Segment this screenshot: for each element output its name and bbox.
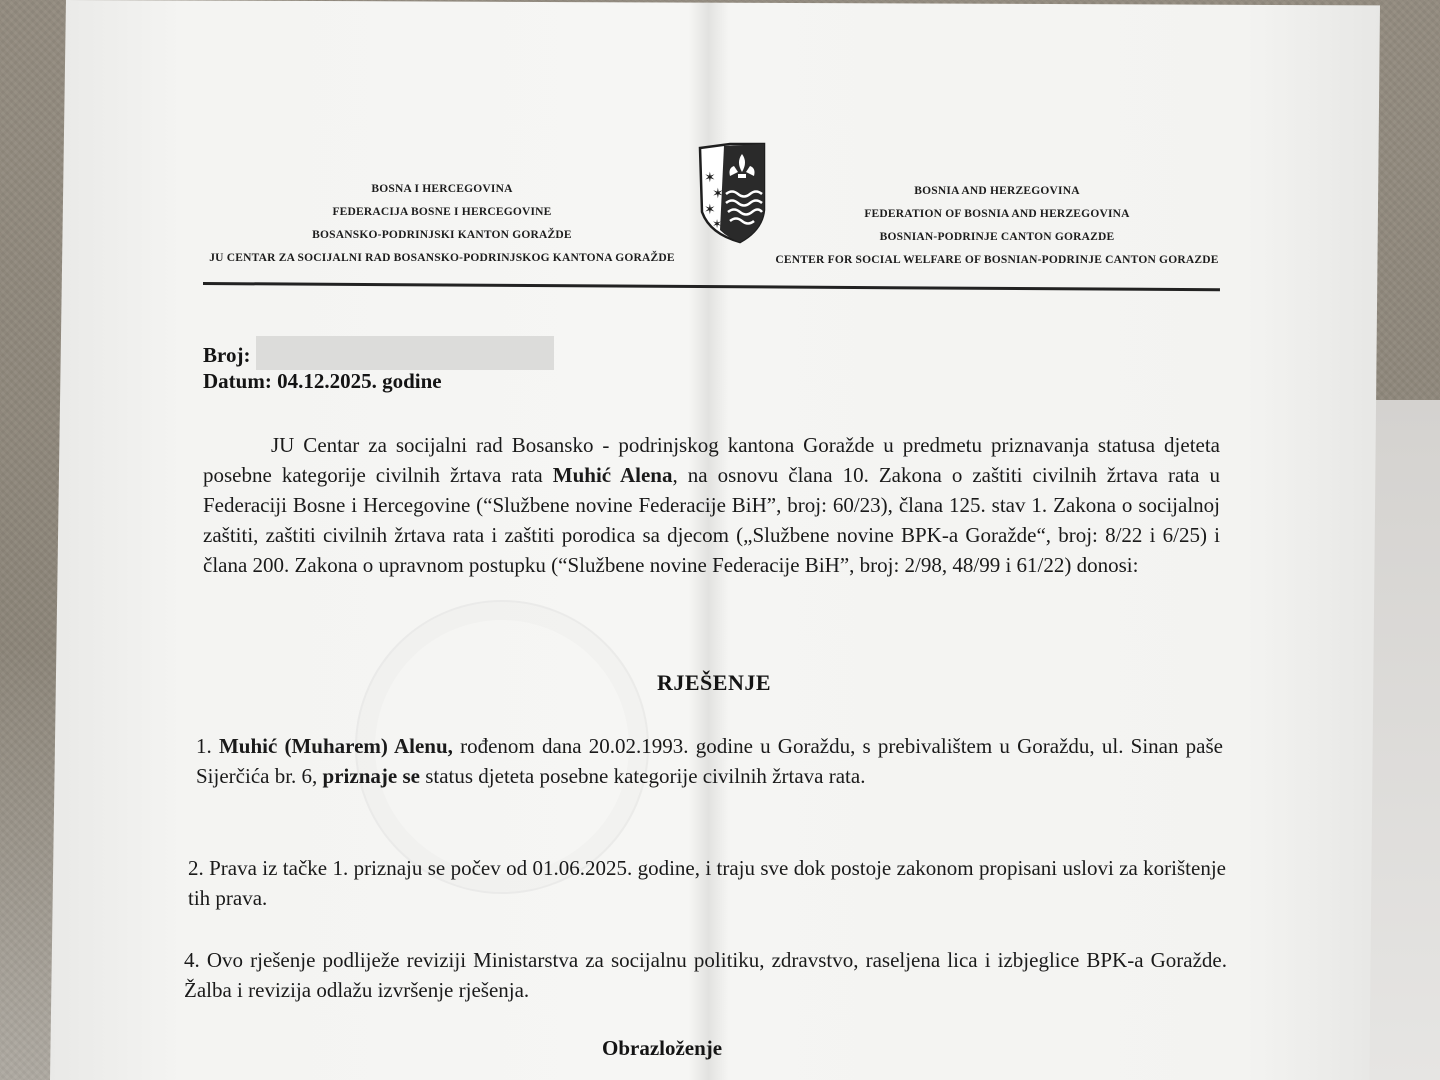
svg-text:✶: ✶ (712, 186, 724, 202)
header-right-line: FEDERATION OF BOSNIA AND HERZEGOVINA (864, 208, 1130, 220)
decision-item-2: 2. Prava iz tačke 1. priznaju se počev od 01.06.2025. godine, i traju sve dok postoje zakonom propisani uslovi za korištenje tih prava. (188, 856, 1226, 910)
header-left-line: FEDERACIJA BOSNE I HERCEGOVINE (332, 206, 552, 218)
svg-text:✶: ✶ (704, 170, 716, 186)
header-right-line: BOSNIAN-PODRINJE CANTON GORAZDE (879, 231, 1115, 243)
intro-name: Muhić Alena (552, 463, 673, 487)
item1-bold: priznaje se (322, 764, 420, 788)
header-left-line: JU CENTAR ZA SOCIJALNI RAD BOSANSKO-PODRINJSKOG KANTONA GORAŽDE (209, 252, 675, 264)
svg-text:✶: ✶ (712, 217, 723, 231)
datum-value: 04.12.2025. godine (277, 369, 442, 393)
item1-name: Muhić (Muharem) Alenu, (218, 734, 453, 758)
item1-text-cont: status djeteta posebne kategorije civilnih žrtava rata. (419, 764, 866, 788)
header-left-line: BOSNA I HERCEGOVINA (371, 183, 513, 195)
rjesenje-label: RJEŠENJE (656, 670, 772, 695)
intro-paragraph (203, 430, 1220, 580)
header-right-line: BOSNIA AND HERZEGOVINA (914, 185, 1080, 197)
datum-label: Datum: (203, 369, 272, 393)
redacted-number (256, 336, 554, 370)
header-left (202, 178, 682, 270)
decision-item-1 (196, 731, 1223, 791)
item1-number: 1. (196, 734, 212, 758)
document-date (203, 369, 442, 394)
item1-text: rođenom dana 20.02.1993. godine u Goraždu, s prebivalištem u Goraždu, ul. Sinan paše Sijerčića br. 6, (196, 734, 1223, 788)
broj-label: Broj: (203, 342, 251, 367)
header-right-line: CENTER FOR SOCIAL WELFARE OF BOSNIAN-PODRINJE CANTON GORAZDE (775, 254, 1219, 266)
section-title-obrazlozenje: Obrazloženje (602, 1036, 723, 1060)
intro-text-cont: , na osnovu člana 10. Zakona o zaštiti civilnih žrtava rata u Federaciji Bosne i Hercegovine (“Službene novine Federacije BiH”, broj: 60/23), člana 125. stav 1. Zakona o socijalnoj zaštiti, zaštiti civilnih žrtava rata i zaštiti porodica sa djecom („Službene novine BPK-a Goražde“, broj: 8/22 i 6/25) i člana 200. Zakona o upravnom postupku (“Službene novine Federacije BiH”, broj: 2/98, 48/99 i 61/22) donosi: (203, 463, 1220, 577)
intro-text: JU Centar za socijalni rad Bosansko - podrinjskog kantona Goražde u predmetu priznavanja statusa djeteta posebne kategorije civilnih žrtava rata (203, 433, 1220, 487)
header-left-line: BOSANSKO-PODRINJSKI KANTON GORAŽDE (312, 229, 572, 241)
decision-item-4: 4. Ovo rješenje podliježe reviziji Ministarstva za socijalnu politiku, zdravstvo, raseljena lica i izbjeglice BPK-a Goražde. Žalba i revizija odlažu izvršenje rješenja. (184, 948, 1227, 1002)
section-title-rjesenje (0, 670, 1440, 696)
svg-text:✶: ✶ (704, 202, 716, 218)
header-right (757, 180, 1237, 272)
